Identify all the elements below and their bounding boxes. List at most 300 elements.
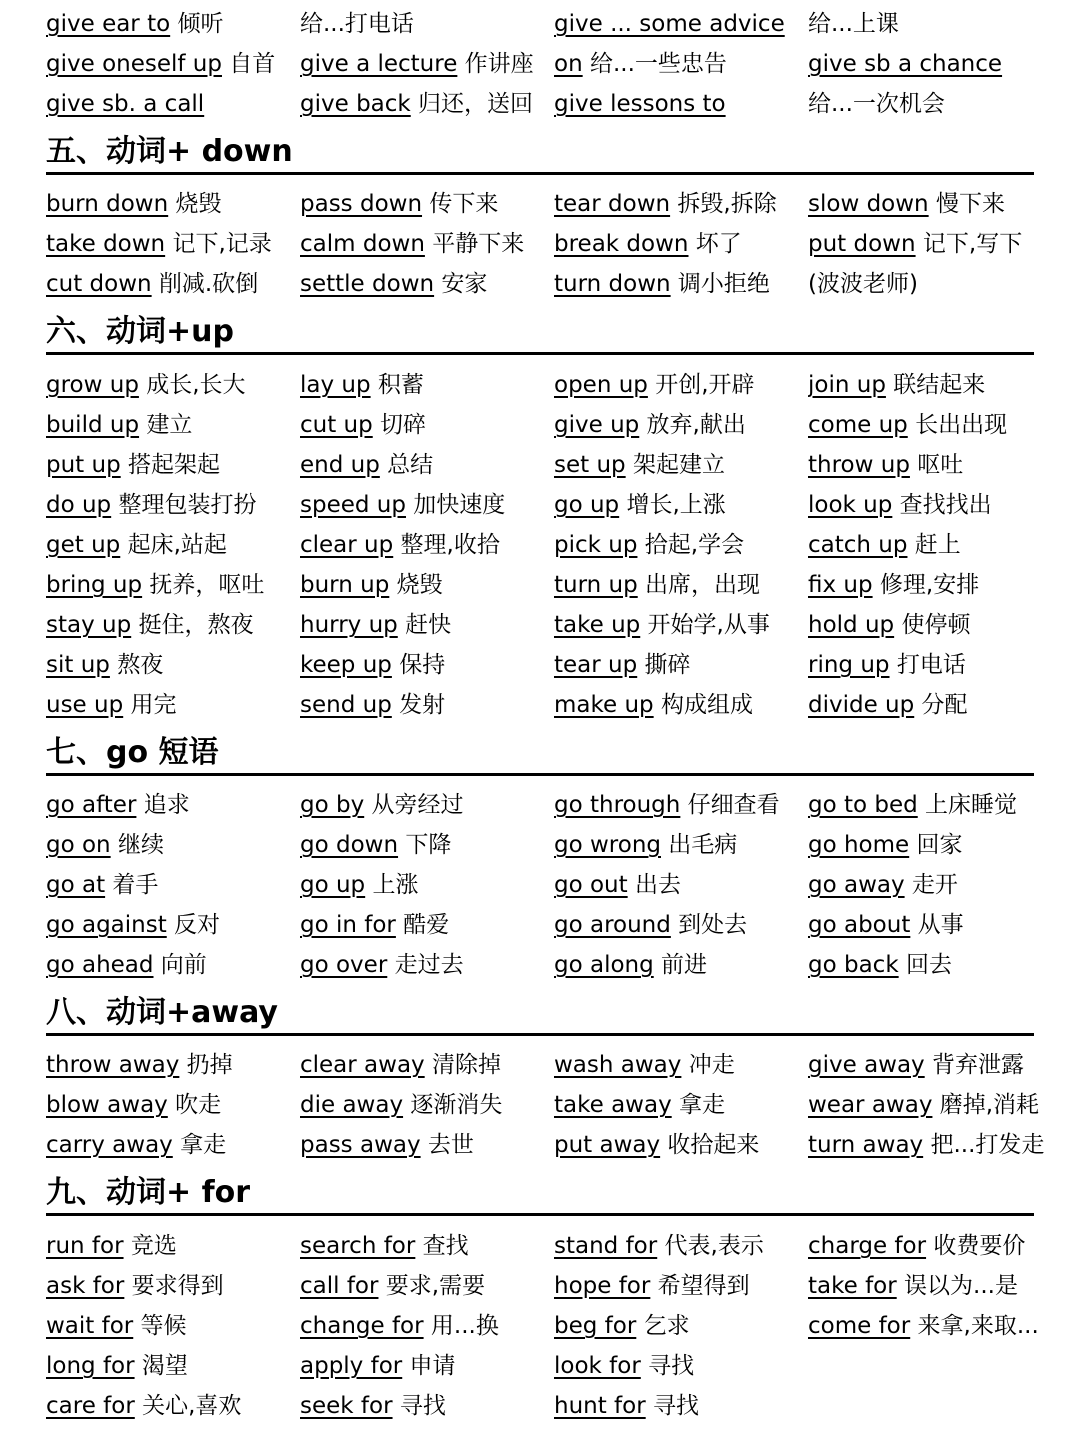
phrase-chinese: 烧毁 — [168, 191, 222, 217]
phrase-chinese: 拿走 — [172, 1132, 227, 1158]
phrase-english: give away — [808, 1052, 925, 1078]
phrase-chinese: 误以为...是 — [896, 1273, 1018, 1299]
section-heading: 七、go 短语 — [46, 735, 1034, 776]
phrase-item — [554, 405, 808, 445]
phrase-chinese: 开始学,从事 — [640, 612, 770, 638]
phrase-chinese: 出毛病 — [661, 832, 738, 858]
phrase-chinese: 坏了 — [688, 231, 742, 257]
phrase-english: keep up — [300, 652, 392, 678]
phrase-chinese: 分配 — [914, 692, 968, 718]
phrase-item — [808, 1266, 1046, 1306]
phrase-item — [300, 1306, 554, 1346]
phrase-item — [46, 224, 300, 264]
section-heading: 九、动词+ for — [46, 1175, 1034, 1216]
phrase-chinese: 磨掉,消耗 — [932, 1092, 1040, 1118]
phrase-chinese: 构成组成 — [653, 692, 753, 718]
phrase-english: go home — [808, 832, 910, 858]
phrase-item — [554, 1045, 808, 1085]
phrase-item — [46, 1045, 300, 1085]
phrase-english: look for — [554, 1353, 641, 1379]
phrase-chinese: 切碎 — [372, 412, 427, 438]
phrase-item — [808, 945, 1046, 985]
phrase-item — [554, 445, 808, 485]
phrase-chinese: 收费要价 — [926, 1233, 1026, 1259]
phrase-english: on — [554, 51, 583, 77]
phrase-item — [46, 1266, 300, 1306]
phrase-chinese: 传下来 — [422, 191, 499, 217]
phrase-english: give ... some advice — [554, 11, 785, 37]
phrase-english: apply for — [300, 1353, 403, 1379]
phrase-chinese: 仔细查看 — [680, 792, 780, 818]
phrase-item — [300, 605, 554, 645]
phrase-item — [300, 905, 554, 945]
phrase-chinese: 竞选 — [123, 1233, 177, 1259]
phrase-english: go through — [554, 792, 681, 818]
phrase-item — [300, 645, 554, 685]
phrase-item — [808, 905, 1046, 945]
phrase-chinese: 回家 — [909, 832, 963, 858]
phrase-chinese: 申请 — [402, 1353, 456, 1379]
phrase-item — [46, 1125, 300, 1165]
phrase-item — [46, 1346, 300, 1386]
phrase-english: do up — [46, 492, 112, 518]
phrase-item — [300, 184, 554, 224]
phrase-item — [300, 685, 554, 725]
phrase-english: send up — [300, 692, 392, 718]
phrase-english: take down — [46, 231, 166, 257]
phrase-chinese: 酷爱 — [395, 912, 450, 938]
phrase-chinese: 希望得到 — [650, 1273, 750, 1299]
phrase-chinese: 积蓄 — [370, 372, 424, 398]
phrase-chinese: 整理包装打扮 — [111, 492, 257, 518]
phrase-chinese: 把...打发走 — [923, 1132, 1045, 1158]
phrase-item — [808, 605, 1046, 645]
phrase-item — [300, 224, 554, 264]
phrase-chinese: 起床,站起 — [120, 532, 227, 558]
phrase-item — [300, 44, 554, 84]
phrase-chinese: 修理,安排 — [872, 572, 980, 598]
phrase-item — [808, 1306, 1046, 1346]
phrase-english: look up — [808, 492, 893, 518]
phrase-chinese: 出去 — [627, 872, 681, 898]
section-heading: 八、动词+away — [46, 995, 1034, 1036]
phrase-item — [554, 565, 808, 605]
section-grid — [46, 785, 1046, 985]
phrase-item — [808, 865, 1046, 905]
phrase-item — [808, 485, 1046, 525]
phrase-english: tear down — [554, 191, 671, 217]
phrase-english: give a lecture — [300, 51, 458, 77]
phrase-item — [554, 605, 808, 645]
phrase-item — [46, 184, 300, 224]
phrase-item — [300, 1346, 554, 1386]
phrase-chinese: 寻找 — [392, 1393, 446, 1419]
phrase-chinese: 归还，送回 — [410, 91, 534, 117]
phrase-english: beg for — [554, 1313, 637, 1339]
phrase-chinese: 来拿,来取... — [910, 1313, 1039, 1339]
phrase-chinese: 打电话 — [889, 652, 966, 678]
phrase-item — [46, 84, 300, 124]
section-grid — [46, 184, 1046, 304]
phrase-english: go away — [808, 872, 905, 898]
phrase-item — [808, 184, 1046, 224]
phrase-chinese: 等候 — [133, 1313, 187, 1339]
phrase-english: change for — [300, 1313, 424, 1339]
phrase-item — [46, 1226, 300, 1266]
phrase-chinese: 关心,喜欢 — [134, 1393, 242, 1419]
phrase-english: burn down — [46, 191, 169, 217]
phrase-chinese: 扔掉 — [179, 1052, 233, 1078]
phrase-item — [808, 1226, 1046, 1266]
phrase-item — [554, 1306, 808, 1346]
phrase-chinese: 发射 — [391, 692, 446, 718]
phrase-chinese: 总结 — [379, 452, 434, 478]
phrase-english: go on — [46, 832, 111, 858]
phrase-english: clear away — [300, 1052, 425, 1078]
phrase-english: give sb a chance — [808, 51, 1003, 77]
phrase-chinese: 削减.砍倒 — [151, 271, 259, 297]
phrase-english: give sb. a call — [46, 91, 205, 117]
phrase-item — [808, 645, 1046, 685]
section-grid — [46, 1045, 1046, 1165]
phrase-item — [808, 785, 1046, 825]
phrase-english: wash away — [554, 1052, 682, 1078]
phrase-chinese: 增长,上涨 — [619, 492, 726, 518]
phrase-item — [300, 1125, 554, 1165]
phrase-english: ask for — [46, 1273, 125, 1299]
phrase-chinese: 给...打电话 — [300, 11, 414, 37]
phrase-chinese: 烧毁 — [389, 572, 443, 598]
phrase-chinese: 安家 — [434, 271, 488, 297]
phrase-english: die away — [300, 1092, 404, 1118]
top-phrase-grid — [46, 4, 1046, 124]
phrase-english: grow up — [46, 372, 139, 398]
phrase-item — [46, 645, 300, 685]
phrase-item — [808, 365, 1046, 405]
phrase-chinese: 清除掉 — [424, 1052, 501, 1078]
phrase-english: search for — [300, 1233, 416, 1259]
phrase-chinese: 放弃,献出 — [639, 412, 746, 438]
phrase-item — [554, 1125, 808, 1165]
phrase-chinese: 回去 — [898, 952, 952, 978]
phrase-chinese: 慢下来 — [928, 191, 1005, 217]
phrase-item — [46, 365, 300, 405]
phrase-item — [300, 4, 554, 44]
phrase-english: put away — [554, 1132, 661, 1158]
phrase-chinese: 走过去 — [387, 952, 464, 978]
phrase-chinese: 查找 — [415, 1233, 469, 1259]
phrase-chinese: 记下,写下 — [915, 231, 1023, 257]
phrase-item — [46, 945, 300, 985]
phrase-item — [300, 945, 554, 985]
phrase-english: get up — [46, 532, 121, 558]
phrase-chinese: 上床睡觉 — [917, 792, 1018, 818]
phrase-chinese: 冲走 — [681, 1052, 735, 1078]
phrase-item — [46, 405, 300, 445]
phrase-item — [300, 565, 554, 605]
phrase-english: ring up — [808, 652, 890, 678]
phrase-english: hurry up — [300, 612, 398, 638]
phrase-english: fix up — [808, 572, 873, 598]
phrase-english: call for — [300, 1273, 379, 1299]
phrase-english: put up — [46, 452, 121, 478]
phrase-english: break down — [554, 231, 689, 257]
phrase-chinese: 查找找出 — [892, 492, 992, 518]
phrase-chinese: 联结起来 — [885, 372, 986, 398]
phrase-chinese: 去世 — [420, 1132, 474, 1158]
phrase-item — [808, 44, 1046, 84]
phrase-chinese: 抚养，呕吐 — [142, 572, 265, 598]
phrase-english: stay up — [46, 612, 132, 638]
phrase-english: use up — [46, 692, 124, 718]
phrase-item — [554, 1386, 808, 1426]
phrase-item — [46, 905, 300, 945]
phrase-english: seek for — [300, 1393, 393, 1419]
phrase-english: slow down — [808, 191, 929, 217]
phrase-item — [554, 865, 808, 905]
phrase-english: lay up — [300, 372, 371, 398]
phrase-english: go against — [46, 912, 167, 938]
phrase-item — [808, 1386, 1046, 1426]
phrase-item — [808, 525, 1046, 565]
phrase-english: go around — [554, 912, 671, 938]
phrase-english: take away — [554, 1092, 672, 1118]
phrase-english: sit up — [46, 652, 110, 678]
phrase-chinese: 熬夜 — [109, 652, 164, 678]
phrase-item — [46, 1386, 300, 1426]
phrase-chinese: 使停顿 — [894, 612, 971, 638]
phrase-english: go after — [46, 792, 137, 818]
phrase-chinese: 从旁经过 — [364, 792, 464, 818]
phrase-item — [46, 264, 300, 304]
phrase-english: wear away — [808, 1092, 933, 1118]
phrase-item — [300, 405, 554, 445]
phrase-english: go at — [46, 872, 106, 898]
phrase-english: give up — [554, 412, 640, 438]
phrase-item — [300, 1266, 554, 1306]
phrase-item — [300, 865, 554, 905]
phrase-chinese: 给...一些忠告 — [582, 51, 727, 77]
phrase-english: long for — [46, 1353, 135, 1379]
phrase-item — [808, 825, 1046, 865]
phrase-item — [300, 445, 554, 485]
phrase-chinese: 到处去 — [670, 912, 748, 938]
phrase-english: carry away — [46, 1132, 173, 1158]
phrase-english: go in for — [300, 912, 396, 938]
phrase-item — [554, 264, 808, 304]
phrase-chinese: 调小拒绝 — [670, 271, 770, 297]
phrase-item — [808, 565, 1046, 605]
phrase-chinese: 渴望 — [134, 1353, 188, 1379]
phrase-item — [808, 264, 1046, 304]
phrase-english: calm down — [300, 231, 425, 257]
section-grid — [46, 365, 1046, 725]
phrase-english: build up — [46, 412, 140, 438]
phrase-item — [554, 84, 808, 124]
phrase-english: tear up — [554, 652, 638, 678]
phrase-chinese: 要求,需要 — [378, 1273, 486, 1299]
phrase-english: give oneself up — [46, 51, 222, 77]
phrase-item — [554, 1085, 808, 1125]
phrase-english: bring up — [46, 572, 143, 598]
phrase-chinese: 倾听 — [170, 11, 224, 37]
phrase-english: join up — [808, 372, 886, 398]
phrase-chinese: 拿走 — [671, 1092, 725, 1118]
phrase-english: go back — [808, 952, 899, 978]
phrase-english: clear up — [300, 532, 394, 558]
phrase-english: throw up — [808, 452, 910, 478]
phrase-english: hope for — [554, 1273, 651, 1299]
phrase-item — [554, 485, 808, 525]
phrase-chinese: 架起建立 — [625, 452, 725, 478]
phrase-english: go by — [300, 792, 365, 818]
phrase-english: pass away — [300, 1132, 421, 1158]
phrase-chinese: 赶上 — [907, 532, 961, 558]
phrase-item — [554, 224, 808, 264]
phrase-item — [554, 184, 808, 224]
phrase-english: run for — [46, 1233, 124, 1259]
phrase-item — [46, 685, 300, 725]
phrase-item — [554, 44, 808, 84]
phrase-chinese: 反对 — [166, 912, 221, 938]
phrase-chinese: 着手 — [105, 872, 159, 898]
phrase-chinese: 吹走 — [167, 1092, 222, 1118]
phrase-item — [808, 1045, 1046, 1085]
phrase-item — [808, 1125, 1046, 1165]
phrase-item — [554, 645, 808, 685]
phrase-chinese: 拾起,学会 — [637, 532, 745, 558]
phrase-chinese: 代表,表示 — [657, 1233, 764, 1259]
phrase-chinese: 要求得到 — [124, 1273, 224, 1299]
phrase-chinese: 下降 — [398, 832, 452, 858]
phrase-chinese: 用...换 — [423, 1313, 499, 1339]
phrase-english: hold up — [808, 612, 895, 638]
phrase-chinese: 撕碎 — [637, 652, 691, 678]
phrase-item — [300, 1045, 554, 1085]
phrase-english: take for — [808, 1273, 897, 1299]
phrase-chinese: 逐渐消失 — [403, 1092, 503, 1118]
phrase-item — [808, 685, 1046, 725]
phrase-chinese: 拆毁,拆除 — [670, 191, 777, 217]
phrase-item — [808, 405, 1046, 445]
phrase-english: wait for — [46, 1313, 134, 1339]
phrase-item — [46, 565, 300, 605]
phrase-chinese: 寻找 — [640, 1353, 695, 1379]
phrase-chinese: 搭起架起 — [120, 452, 220, 478]
phrase-item — [300, 365, 554, 405]
phrase-english: speed up — [300, 492, 406, 518]
phrase-chinese: 收拾起来 — [660, 1132, 760, 1158]
phrase-chinese: 寻找 — [645, 1393, 699, 1419]
phrase-chinese: 从事 — [910, 912, 964, 938]
phrase-chinese: 赶快 — [397, 612, 452, 638]
phrase-english: put down — [808, 231, 916, 257]
phrase-english: open up — [554, 372, 648, 398]
phrase-chinese: 成长,长大 — [138, 372, 246, 398]
phrase-chinese: 继续 — [110, 832, 164, 858]
phrase-chinese: 乞求 — [636, 1313, 690, 1339]
phrase-english: set up — [554, 452, 626, 478]
phrase-item — [554, 1226, 808, 1266]
section-heading: 六、动词+up — [46, 314, 1034, 355]
phrase-english: stand for — [554, 1233, 658, 1259]
phrase-english: charge for — [808, 1233, 927, 1259]
phrase-english: turn up — [554, 572, 638, 598]
phrase-english: burn up — [300, 572, 390, 598]
phrase-item — [300, 264, 554, 304]
phrase-chinese: 建立 — [139, 412, 193, 438]
phrase-item — [46, 785, 300, 825]
phrase-english: settle down — [300, 271, 435, 297]
phrase-chinese: 自首 — [221, 51, 276, 77]
phrase-english: go down — [300, 832, 399, 858]
phrase-item — [46, 44, 300, 84]
phrase-item — [554, 365, 808, 405]
phrase-item — [554, 525, 808, 565]
section-heading: 五、动词+ down — [46, 134, 1034, 175]
phrase-chinese: 呕吐 — [909, 452, 964, 478]
phrase-item — [554, 685, 808, 725]
phrase-english: turn away — [808, 1132, 924, 1158]
phrase-english: go to bed — [808, 792, 918, 818]
phrase-chinese: 追求 — [136, 792, 190, 818]
phrase-item — [46, 865, 300, 905]
phrase-english: come up — [808, 412, 908, 438]
phrase-item — [300, 1226, 554, 1266]
phrase-item — [46, 485, 300, 525]
phrase-english: end up — [300, 452, 380, 478]
phrase-chinese: 走开 — [904, 872, 958, 898]
phrase-chinese: 挺住，熬夜 — [131, 612, 254, 638]
section-grid — [46, 1226, 1046, 1426]
phrase-english: catch up — [808, 532, 908, 558]
phrase-item — [46, 445, 300, 485]
phrase-item — [554, 785, 808, 825]
phrase-english: go up — [554, 492, 620, 518]
phrase-english: go along — [554, 952, 654, 978]
phrase-english: go out — [554, 872, 628, 898]
phrase-english: make up — [554, 692, 654, 718]
phrase-item — [300, 525, 554, 565]
phrase-item — [46, 525, 300, 565]
phrase-item — [46, 4, 300, 44]
phrase-chinese: 开创,开辟 — [647, 372, 755, 398]
phrase-item — [46, 605, 300, 645]
phrase-item — [46, 1085, 300, 1125]
phrase-chinese: 给...上课 — [808, 11, 899, 37]
phrase-english: cut up — [300, 412, 373, 438]
phrase-english: cut down — [46, 271, 152, 297]
phrase-item — [808, 4, 1046, 44]
phrase-english: hunt for — [554, 1393, 646, 1419]
phrase-item — [300, 84, 554, 124]
phrase-english: throw away — [46, 1052, 180, 1078]
phrase-english: give lessons to — [554, 91, 726, 117]
phrase-chinese: 给...一次机会 — [808, 91, 945, 117]
phrase-item — [300, 485, 554, 525]
phrase-item — [300, 785, 554, 825]
phrase-chinese: 长出出现 — [907, 412, 1008, 438]
phrase-item — [808, 84, 1046, 124]
phrase-english: go ahead — [46, 952, 154, 978]
phrase-english: take up — [554, 612, 641, 638]
phrase-english: pick up — [554, 532, 638, 558]
phrase-item — [46, 825, 300, 865]
phrase-english: turn down — [554, 271, 671, 297]
phrase-item — [808, 224, 1046, 264]
phrase-chinese: 保持 — [391, 652, 446, 678]
phrase-english: go wrong — [554, 832, 661, 858]
